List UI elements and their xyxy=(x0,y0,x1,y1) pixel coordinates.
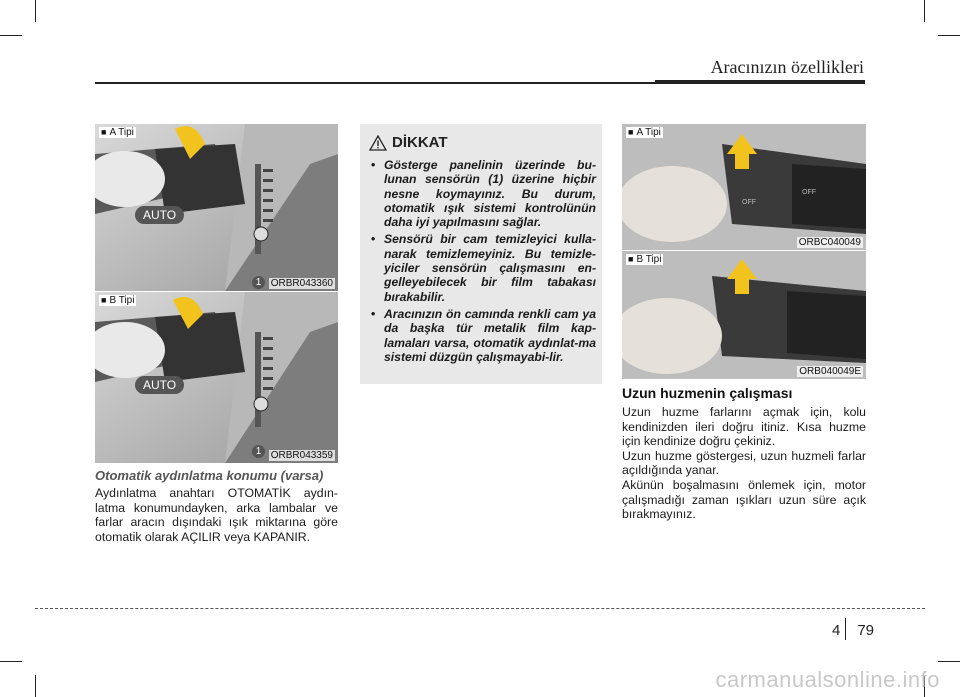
figure-type-label: ■ A Tipi xyxy=(628,127,661,138)
page-number-divider xyxy=(845,618,846,640)
caution-box xyxy=(360,124,602,384)
caution-item: • Gösterge panelinin üzerinde bu-lunan sensörün (1) üzerine hiçbir nesne koymayınız. Bu durum, otomatik ışık sistemi kontrolünün daha iyi yapılmasını sağlar. xyxy=(370,158,596,229)
figure-code: ORB040049E xyxy=(799,366,861,377)
crop-mark xyxy=(0,35,22,36)
caution-item: • Sensörü bir cam temizleyici kulla-narak temizlemeyiniz. Bu temizle-yiciler sensörün çalışmasını en-gelleyebilecek bir film tabakası bırakabilir. xyxy=(370,232,596,303)
crop-mark xyxy=(924,0,925,22)
figure-code: ORBR043359 xyxy=(270,450,333,461)
warning-triangle-icon xyxy=(369,135,387,151)
caution-title: DİKKAT xyxy=(392,134,448,151)
caution-list xyxy=(370,158,596,367)
watermark: carmanualsonline.info xyxy=(715,667,940,692)
high-beam-paragraph-line: Uzun huzme göstergesi, uzun huzmeli farlar açıldığında yanar. xyxy=(622,448,866,478)
crop-mark xyxy=(35,0,36,22)
stalk-push-illustration-b xyxy=(622,251,866,379)
chapter-number: 4 xyxy=(832,622,841,639)
crop-mark xyxy=(938,35,960,36)
figure-type-label: ■ B Tipi xyxy=(628,254,662,265)
figure-type-label: ■ B Tipi xyxy=(101,295,135,306)
sensor-marker: 1 xyxy=(252,276,265,289)
high-beam-paragraph-line: Uzun huzme farlarını açmak için, kolu kendinizden ileri doğru itiniz. Kısa huzme için kendinize doğru çekiniz. xyxy=(622,405,866,449)
figure-type-label: ■ A Tipi xyxy=(101,127,134,138)
crop-mark xyxy=(35,675,36,697)
sensor-marker: 1 xyxy=(252,445,265,458)
figure-code: ORBR043360 xyxy=(270,278,333,289)
crop-mark xyxy=(0,661,22,662)
footer-rule xyxy=(35,608,925,609)
header-rule-accent xyxy=(655,80,865,84)
figure-auto-light-type-a xyxy=(95,124,338,291)
auto-badge: AUTO xyxy=(135,206,184,224)
crop-mark xyxy=(938,661,960,662)
auto-light-paragraph: Aydınlatma anahtarı OTOMATİK aydın-latma konumundayken, arka lambalar ve farlar aracın dışındaki ışık miktarına göre otomatik olarak AÇILIR veya KAPANIR. xyxy=(95,486,338,544)
stalk-push-illustration-a xyxy=(622,124,866,250)
figure-code: ORBC040049 xyxy=(798,237,861,248)
figure-high-beam-type-b xyxy=(622,251,866,379)
stalk-illustration-b xyxy=(95,292,338,463)
stalk-illustration-a xyxy=(95,124,338,291)
high-beam-paragraph-line: Akünün boşalmasını önlemek için, motor çalışmadığı zaman ışıkları uzun süre açık bırakmayınız. xyxy=(622,477,866,522)
page-header-title: Aracınızın özellikleri xyxy=(710,57,864,77)
caution-item: • Aracınızın ön camında renkli cam ya da başka tür metalik film kap-lamaları varsa, otomatik aydınlat-ma sistemi düzgün çalışmayabi-lir. xyxy=(370,307,596,364)
svg-text:OFF: OFF xyxy=(802,189,816,196)
figure-auto-light-type-b xyxy=(95,292,338,463)
figure-high-beam-type-a xyxy=(622,124,866,250)
high-beam-paragraph xyxy=(622,405,866,522)
auto-light-subheading: Otomatik aydınlatma konumu (varsa) xyxy=(95,468,324,483)
high-beam-heading: Uzun huzmenin çalışması xyxy=(622,385,793,401)
svg-text:OFF: OFF xyxy=(742,199,756,206)
auto-badge: AUTO xyxy=(135,376,184,394)
page-number: 79 xyxy=(857,622,874,639)
